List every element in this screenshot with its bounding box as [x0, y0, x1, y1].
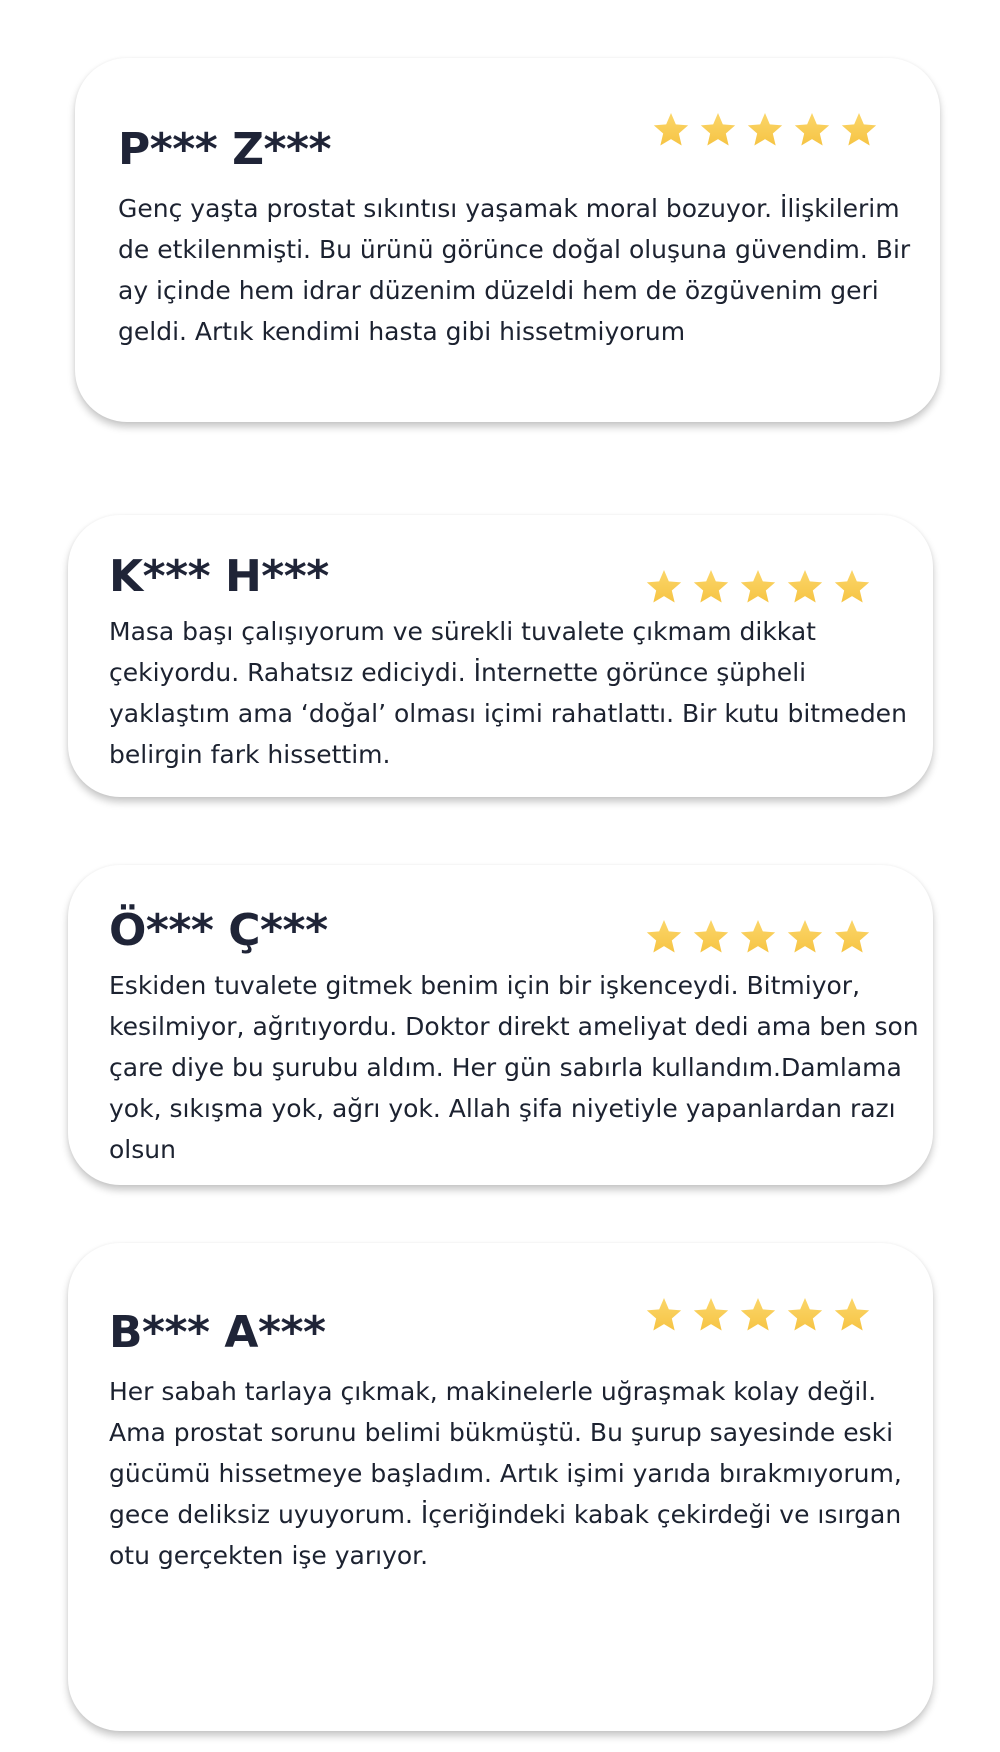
star-icon — [644, 1295, 684, 1335]
star-rating — [644, 917, 872, 957]
star-icon — [644, 567, 684, 607]
star-icon — [785, 917, 825, 957]
star-icon — [738, 917, 778, 957]
star-icon — [839, 110, 879, 150]
star-icon — [745, 110, 785, 150]
star-icon — [832, 1295, 872, 1335]
reviewer-name: B*** A*** — [109, 1307, 326, 1358]
star-icon — [651, 110, 691, 150]
review-text: Masa başı çalışıyorum ve sürekli tuvalete çıkmam dikkat çekiyordu. Rahatsız ediciydi. İnternette görünce şüpheli yaklaştım ama ‘doğal’ olması içimi rahatlattı. Bir kutu bitmeden belirgin fark hissettim. — [109, 617, 907, 769]
star-rating — [651, 110, 879, 150]
reviewer-name: K*** H*** — [109, 551, 329, 602]
review-text: Her sabah tarlaya çıkmak, makinelerle uğraşmak kolay değil. Ama prostat sorunu belimi bükmüştü. Bu şurup sayesinde eski gücümü hissetmeye başladım. Artık işimi yarıda bırakmıyorum, gece deliksiz uyuyorum. İçeriğindeki kabak çekirdeği ve ısırgan otu gerçekten işe yarıyor. — [109, 1377, 902, 1570]
star-icon — [691, 917, 731, 957]
review-card — [68, 1243, 933, 1731]
star-icon — [691, 1295, 731, 1335]
star-icon — [691, 567, 731, 607]
star-icon — [644, 917, 684, 957]
review-card — [68, 515, 933, 797]
reviewer-name: P*** Z*** — [118, 124, 332, 175]
star-icon — [832, 567, 872, 607]
star-icon — [738, 567, 778, 607]
star-icon — [832, 917, 872, 957]
star-icon — [785, 1295, 825, 1335]
star-icon — [738, 1295, 778, 1335]
star-rating — [644, 567, 872, 607]
star-icon — [792, 110, 832, 150]
review-card — [68, 865, 933, 1185]
review-text: Genç yaşta prostat sıkıntısı yaşamak moral bozuyor. İlişkilerim de etkilenmişti. Bu ürünü görünce doğal oluşuna güvendim. Bir ay içinde hem idrar düzenim düzeldi hem de özgüvenim geri geldi. Artık kendimi hasta gibi hissetmiyorum — [118, 194, 911, 346]
review-card — [75, 58, 940, 422]
star-rating — [644, 1295, 872, 1335]
star-icon — [785, 567, 825, 607]
reviewer-name: Ö*** Ç*** — [109, 905, 328, 956]
star-icon — [698, 110, 738, 150]
review-text: Eskiden tuvalete gitmek benim için bir işkenceydi. Bitmiyor, kesilmiyor, ağrıtıyordu. Doktor direkt ameliyat dedi ama ben son çare diye bu şurubu aldım. Her gün sabırla kullandım.Damlama yok, sıkışma yok, ağrı yok. Allah şifa niyetiyle yapanlardan razı olsun — [109, 971, 919, 1164]
